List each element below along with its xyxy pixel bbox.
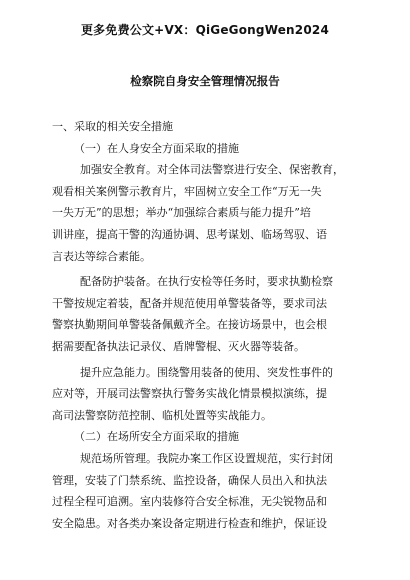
- paragraph-line: 警察执勤期间单警装备佩戴齐全。在接访场景中，也会根: [52, 318, 327, 332]
- paragraph-line: 高司法警察防范控制、临机处置等实战能力。: [52, 408, 272, 422]
- subsection-heading: （二）在场所安全方面采取的措施: [74, 430, 239, 444]
- section-heading: 一、采取的相关安全措施: [52, 120, 173, 133]
- paragraph-line: 规范场所管理。我院办案工作区设置规范，实行封闭: [80, 451, 333, 465]
- paragraph-line: 据需要配备执法记录仪、盾牌警棍、灭火器等装备。: [52, 339, 305, 353]
- paragraph-line: 提升应急能力。围绕警用装备的使用、突发性事件的: [80, 365, 333, 379]
- paragraph-line: 加强安全教育。对全体司法警察进行安全、保密教育，: [80, 163, 344, 177]
- watermark-text: 更多免费公文+VX：QiGeGongWen2024: [80, 23, 329, 37]
- paragraph-line: 过程全程可追溯。室内装修符合安全标准，无尖锐物品和: [52, 495, 327, 509]
- paragraph-line: 安全隐患。对各类办案设备定期进行检查和维护，保证设: [52, 516, 327, 530]
- paragraph-line: 管理，安装了门禁系统、监控设备，确保人员出入和执法: [52, 473, 327, 487]
- paragraph-line: 观看相关案例警示教育片，牢固树立安全工作“万无一失: [52, 184, 322, 198]
- paragraph-line: 训讲座，提高干警的沟通协调、思考谋划、临场驾驭、语: [52, 227, 327, 241]
- paragraph-line: 一失万无”的思想；举办“加强综合素质与能力提升”培: [52, 206, 311, 220]
- subsection-heading: （一）在人身安全方面采取的措施: [74, 141, 239, 155]
- paragraph-line: 应对等，开展司法警察执行警务实战化情景模拟演练，提: [52, 387, 327, 401]
- document-title: 检察院自身安全管理情况报告: [130, 74, 280, 88]
- paragraph-line: 言表达等综合素能。: [52, 249, 151, 263]
- paragraph-line: 干警按规定着装，配备并规范使用单警装备等，要求司法: [52, 296, 327, 310]
- paragraph-line: 配备防护装备。在执行安检等任务时，要求执勤检察: [80, 275, 333, 289]
- document-body: [52, 116, 370, 534]
